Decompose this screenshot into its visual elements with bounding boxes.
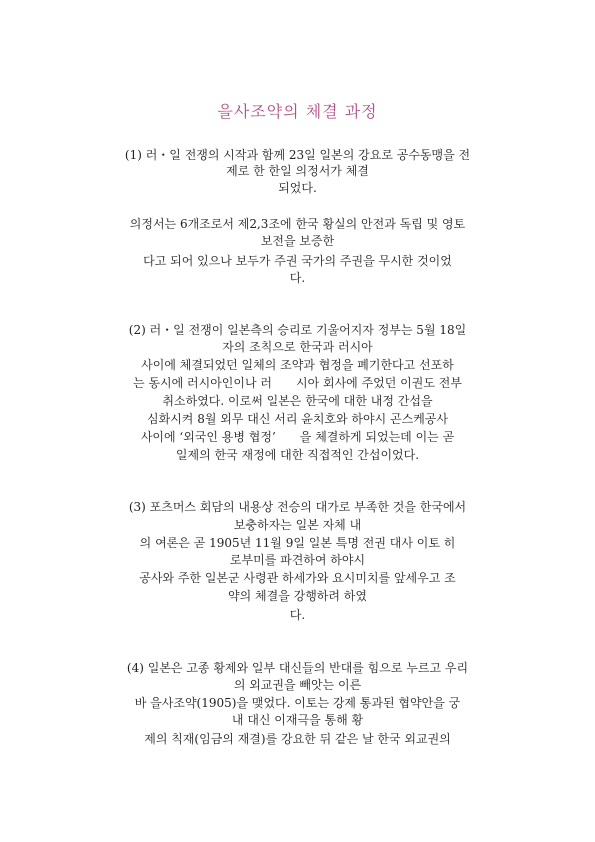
- text-line: 의 외교권을 빼앗는 이른: [233, 678, 362, 692]
- text-line: 제로 한 한일 의정서가 체결: [226, 164, 369, 178]
- text-line: (3) 포츠머스 회담의 내용상 전승의 대가로 부족한 것을 한국에서: [128, 500, 467, 514]
- text-line: 사이에 체결되었던 일체의 조약과 협정을 폐기한다고 선포하: [141, 358, 454, 372]
- text-line: 보충하자는 일본 자체 내: [233, 518, 362, 532]
- text-line: (4) 일본은 고종 황제와 일부 대신들의 반대를 힘으로 누르고 우리: [126, 661, 469, 675]
- text-line: (2) 러・일 전쟁이 일본측의 승리로 기울어지자 정부는 5월 18일: [128, 323, 467, 337]
- text-line: 되었다.: [278, 181, 317, 195]
- text-line: 공사와 주한 일본군 사령관 하세가와 요시미치를 앞세우고 조: [139, 571, 456, 585]
- text-line: 로부미를 파견하여 하야시: [229, 553, 366, 567]
- text-line: 사이에 ‘외국인 용병 협정’ 을 체결하게 되었는데 이는 곧: [140, 430, 455, 444]
- text-line: 내 대신 이재극을 통해 황: [231, 713, 364, 727]
- page-title: 을사조약의 체결 과정: [217, 102, 378, 121]
- text-line: 다고 되어 있으나 보두가 주권 국가의 주권을 무시한 것이었: [143, 254, 452, 268]
- text-line: 취소하였다. 이로써 일본은 한국에 대한 내정 간섭을: [162, 394, 433, 408]
- text-line: (1) 러・일 전쟁의 시작과 함께 23일 일본의 강요로 공수동맹을 전: [124, 148, 471, 162]
- text-line: 바 을사조약(1905)을 맺었다. 이토는 강제 통과된 협약안을 궁: [134, 696, 461, 710]
- text-line: 의정서는 6개조로서 제2,3조에 한국 황실의 안전과 독립 및 영토: [129, 217, 466, 231]
- text-line: 자의 조칙으로 한국과 러시아: [222, 340, 373, 354]
- text-line: 는 동시에 러시아인이나 러 시아 회사에 주었던 이권도 전부: [133, 376, 462, 390]
- text-line: 약의 체결을 강행하려 하였: [228, 589, 367, 603]
- text-line: 보전을 보증한: [260, 234, 335, 248]
- text-line: 의 여론은 곧 1905년 11월 9일 일본 특명 전권 대사 이토 히: [139, 536, 456, 550]
- text-line: 심화시켜 8월 외무 대신 서리 윤치호와 하야시 곤스케공사: [147, 412, 448, 426]
- text-line: 제의 칙재(임금의 재결)를 강요한 뒤 같은 날 한국 외교권의: [144, 732, 451, 746]
- text-line: 다.: [289, 271, 306, 285]
- text-line: 다.: [289, 608, 306, 622]
- text-line: 일제의 한국 재정에 대한 직접적인 간섭이었다.: [175, 448, 420, 462]
